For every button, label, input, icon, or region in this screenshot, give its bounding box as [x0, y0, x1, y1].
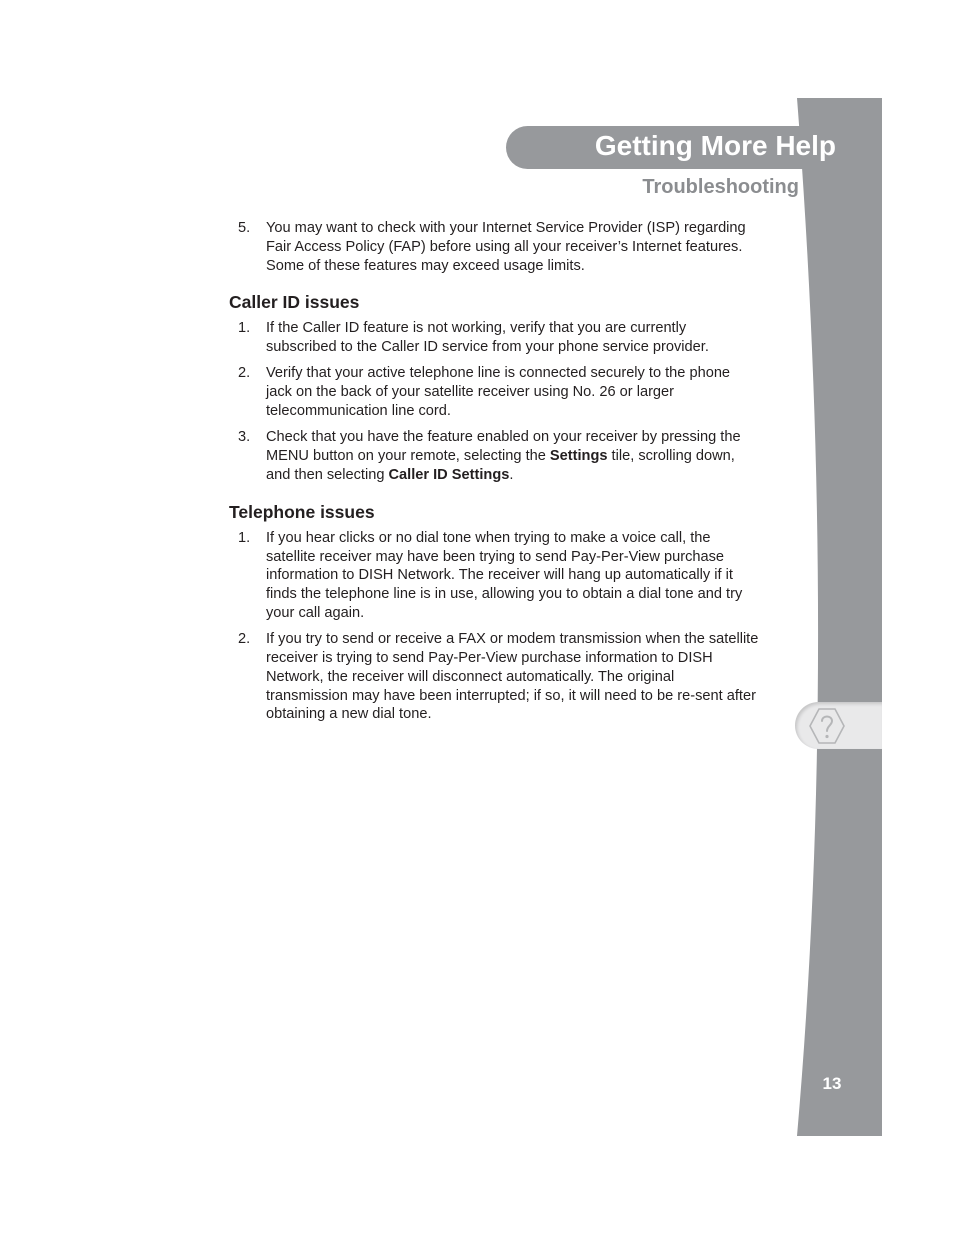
- list-item: [229, 319, 759, 357]
- list-item: [229, 428, 759, 484]
- item-text-part: Check that you have the feature enabled on your receiver by pressing the MENU button on your remote, selecting the: [266, 429, 741, 465]
- item-text-part: .: [509, 466, 514, 483]
- list-item: [229, 529, 759, 623]
- list-item: [229, 630, 759, 724]
- caller-id-list: [229, 319, 759, 484]
- caller-id-settings-term: Caller ID Settings: [388, 466, 510, 483]
- section-title: Troubleshooting: [642, 176, 799, 198]
- chapter-title: Getting More Help: [594, 130, 836, 161]
- question-mark-icon: [808, 707, 846, 745]
- item-number: 1.: [238, 320, 251, 337]
- item-number: 2.: [238, 631, 251, 648]
- settings-term: Settings: [549, 448, 608, 465]
- item-number: 3.: [238, 429, 251, 446]
- main-content: [229, 219, 759, 732]
- item-number: 2.: [238, 365, 251, 382]
- list-item: [229, 219, 759, 275]
- list-item: [229, 364, 759, 420]
- item-text-part: tile, scrolling down, and then selecting: [266, 448, 735, 483]
- item-text: If you try to send or receive a FAX or modem transmission when the satellite receiver is trying to send Pay-Per-View purchase information to DISH Network, the receiver will disconnect automatically. The original transmission may have been interrupted; if so, it will need to be re-sent after obtaining a new dial tone.: [266, 631, 759, 723]
- telephone-list: [229, 529, 759, 724]
- item-text: Verify that your active telephone line is connected securely to the phone jack on the back of your satellite receiver using No. 26 or larger telecommunication line cord.: [266, 365, 731, 420]
- item-text: If you hear clicks or no dial tone when trying to make a voice call, the satellite receiver may have been trying to send Pay-Per-View purchase information to DISH Network. The receiver will hang up automatically if it finds the telephone line is in use, allowing you to obtain a dial tone and try your call again.: [266, 529, 743, 621]
- caller-id-heading: Caller ID issues: [229, 292, 360, 313]
- telephone-heading: Telephone issues: [229, 501, 375, 522]
- item-number: 5.: [238, 220, 251, 236]
- page-number: 13: [822, 1074, 842, 1093]
- intro-list: [229, 219, 759, 275]
- item-text: You may want to check with your Internet Service Provider (ISP) regarding Fair Access Policy (FAP) before using all your receiver’s Internet features. Some of these features may exceed usage limits.: [266, 220, 746, 274]
- item-text: If the Caller ID feature is not working, verify that you are currently subscribed to the Caller ID service from your phone service provider.: [266, 320, 709, 356]
- item-number: 1.: [238, 529, 251, 546]
